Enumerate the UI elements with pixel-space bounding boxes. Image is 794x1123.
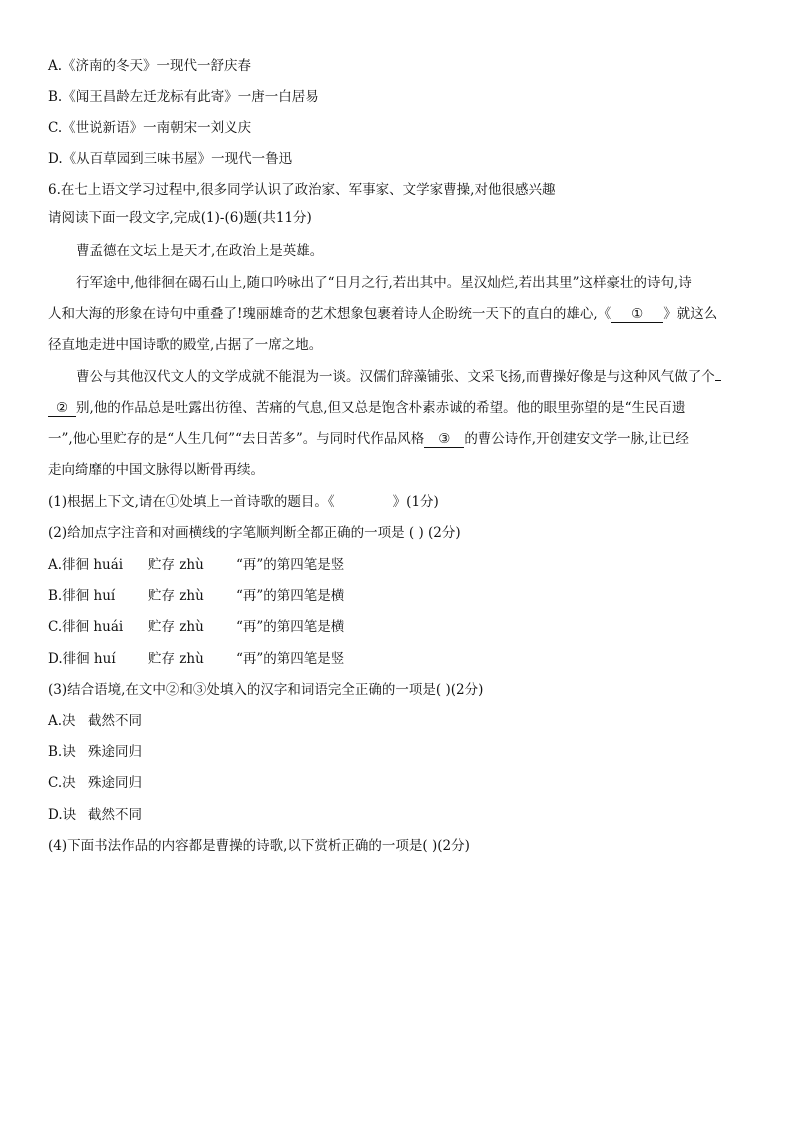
passage-paragraph-2-line-3: 径直地走进中国诗歌的殿堂,占据了一席之地。 (48, 337, 323, 353)
blank-2: ② (48, 400, 76, 417)
sub-question-4: (4)下面书法作品的内容都是曹操的诗歌,以下赏析正确的一项是( )(2分) (48, 838, 470, 854)
sub-question-text: 》(1分) (392, 494, 439, 510)
option-word: 殊途同归 (88, 775, 142, 791)
option-5d: D.《从百草园到三味书屋》一现代一鲁迅 (48, 151, 293, 167)
passage-text: 曹公与其他汉代文人的文学成就不能混为一谈。汉儒们辞藻铺张、文采飞扬,而曹操好像是与这种风气做了个 (76, 369, 715, 385)
question-6-title: 6.在七上语文学习过程中,很多同学认识了政治家、军事家、文学家曹操,对他很感兴趣 (48, 182, 556, 198)
passage-text: 》就这么 (663, 306, 718, 322)
option-5c: C.《世说新语》一南朝宋一刘义庆 (48, 120, 252, 136)
option-stroke: “再”的第四笔是竖 (236, 651, 345, 667)
passage-paragraph-3-line-1 (76, 367, 754, 387)
option-word: 截然不同 (88, 807, 142, 823)
passage-paragraph-3-line-2 (48, 398, 754, 418)
passage-text: 人和大海的形象在诗句中重叠了!瑰丽雄奇的艺术想象包裹着诗人企盼统一天下的直白的雄心,《 (48, 306, 612, 322)
sub-question-2-option-c (48, 617, 754, 637)
option-word: 贮存 zhù (148, 588, 204, 604)
option-stroke: “再”的第四笔是横 (236, 588, 345, 604)
sub-question-1 (48, 492, 754, 512)
sub-question-text: (1)根据上下文,请在①处填上一首诗歌的题目。《 (48, 494, 335, 510)
passage-paragraph-1: 曹孟德在文坛上是天才,在政治上是英雄。 (76, 243, 324, 259)
passage-paragraph-3-line-4: 走向绮靡的中国文脉得以断骨再续。 (48, 462, 264, 478)
sub-question-3: (3)结合语境,在文中②和③处填入的汉字和词语完全正确的一项是( )(2分) (48, 682, 484, 698)
option-word: 贮存 zhù (148, 619, 204, 635)
sub-question-3-option-b (48, 742, 754, 762)
sub-question-2-option-b (48, 586, 754, 606)
sub-question-3-option-a (48, 711, 754, 731)
passage-paragraph-2-line-1: 行军途中,他徘徊在碣石山上,随口吟咏出了“日月之行,若出其中。星汉灿烂,若出其里”这样豪壮的诗句,诗 (76, 275, 692, 291)
option-5a: A.《济南的冬天》一现代一舒庆春 (48, 58, 252, 74)
passage-text: 别,他的作品总是吐露出彷徨、苦痛的气息,但又总是饱含朴素赤诚的希望。他的眼里弥望的是“生民百遗 (76, 400, 686, 416)
option-label: B.徘徊 huí (48, 588, 116, 604)
sub-question-3-option-c (48, 773, 754, 793)
option-5b: B.《闻王昌龄左迁龙标有此寄》一唐一白居易 (48, 89, 319, 105)
blank-3: ③ (424, 431, 464, 448)
question-6-instruction: 请阅读下面一段文字,完成(1)-(6)题(共11分) (48, 210, 312, 226)
passage-paragraph-3-line-3 (48, 429, 754, 449)
option-label: D.诀 (48, 807, 77, 823)
option-word: 贮存 zhù (148, 651, 204, 667)
option-label: C.决 (48, 775, 76, 791)
blank-2-lead (715, 380, 721, 381)
option-label: B.诀 (48, 744, 76, 760)
option-label: C.徘徊 huái (48, 619, 124, 635)
option-word: 截然不同 (88, 713, 142, 729)
option-word: 殊途同归 (88, 744, 142, 760)
blank-1: ① (611, 306, 663, 323)
sub-question-2: (2)给加点字注音和对画横线的字笔顺判断全都正确的一项是 ( ) (2分) (48, 525, 461, 541)
option-stroke: “再”的第四笔是竖 (236, 557, 345, 573)
passage-text: 的曹公诗作,开创建安文学一脉,让已经 (464, 431, 689, 447)
option-label: A.徘徊 huái (48, 557, 124, 573)
passage-paragraph-2-line-2 (48, 304, 754, 324)
option-stroke: “再”的第四笔是横 (236, 619, 345, 635)
sub-question-2-option-d (48, 649, 754, 669)
option-label: A.决 (48, 713, 76, 729)
passage-text: 一”,他心里贮存的是“人生几何”“去日苦多”。与同时代作品风格 (48, 431, 425, 447)
option-word: 贮存 zhù (148, 557, 204, 573)
option-label: D.徘徊 huí (48, 651, 116, 667)
sub-question-3-option-d (48, 805, 754, 825)
sub-question-2-option-a (48, 555, 754, 575)
